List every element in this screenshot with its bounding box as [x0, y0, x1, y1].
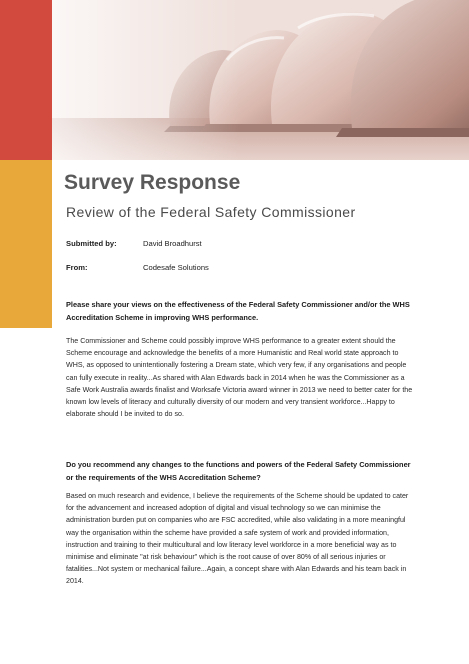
page-title: Survey Response: [64, 171, 241, 194]
submitted-by-label: Submitted by:: [66, 239, 117, 248]
question-1: Please share your views on the effectiveness of the Federal Safety Commissioner and/or the WHS Accreditation Scheme in improving WHS performance.: [66, 300, 410, 322]
from-label: From:: [66, 263, 88, 272]
hero-fade-overlay: [52, 0, 469, 160]
hard-hats-photo: [52, 0, 469, 160]
submitted-by-value: David Broadhurst: [143, 239, 202, 248]
accent-bar-yellow: [0, 160, 52, 328]
answer-2: Based on much research and evidence, I believe the requirements of the Scheme should be updated to cater for the advancement and increased adoption of digital and visual technology so we can minimise the administration burden put on companies who are FSC accredited, while also validating in a more meaningful way the organisation within the scheme have provided a safe system of work and provided information, instruction and training to their multicultural and low literacy level workforce in a more beneficial way as to minimise and eliminate "at risk behaviour" which is the root cause of over 80% of all serious injuries or fatalities...Not system or mechanical failure...Again, a concept share with Alan Edwards and his team back in 2014.: [66, 492, 409, 586]
accent-bar-red: [0, 0, 52, 160]
from-value: Codesafe Solutions: [143, 263, 209, 272]
question-2: Do you recommend any changes to the functions and powers of the Federal Safety Commissioner or the requirements of the WHS Accreditation Scheme?: [66, 460, 411, 482]
page-subtitle: Review of the Federal Safety Commissioner: [66, 204, 356, 220]
answer-1: The Commissioner and Scheme could possibly improve WHS performance to a greater extent should the Scheme encourage and acknowledge the benefits of a more Humanistic and Real world state approach to WHS, as opposed to unintentionally fostering a Dream state, which very few, if any organisations and people can fully execute in reality...As shared with Alan Edwards back in 2014 when he was the Commissioner as a Safe Work Australia awards finalist and Worksafe Victoria award winner in 2013 we need to better cater for the known low levels of literacy and culturally diversity of our modern and very transient workforce...Happy to elaborate should I be invited to do so.: [66, 337, 413, 419]
